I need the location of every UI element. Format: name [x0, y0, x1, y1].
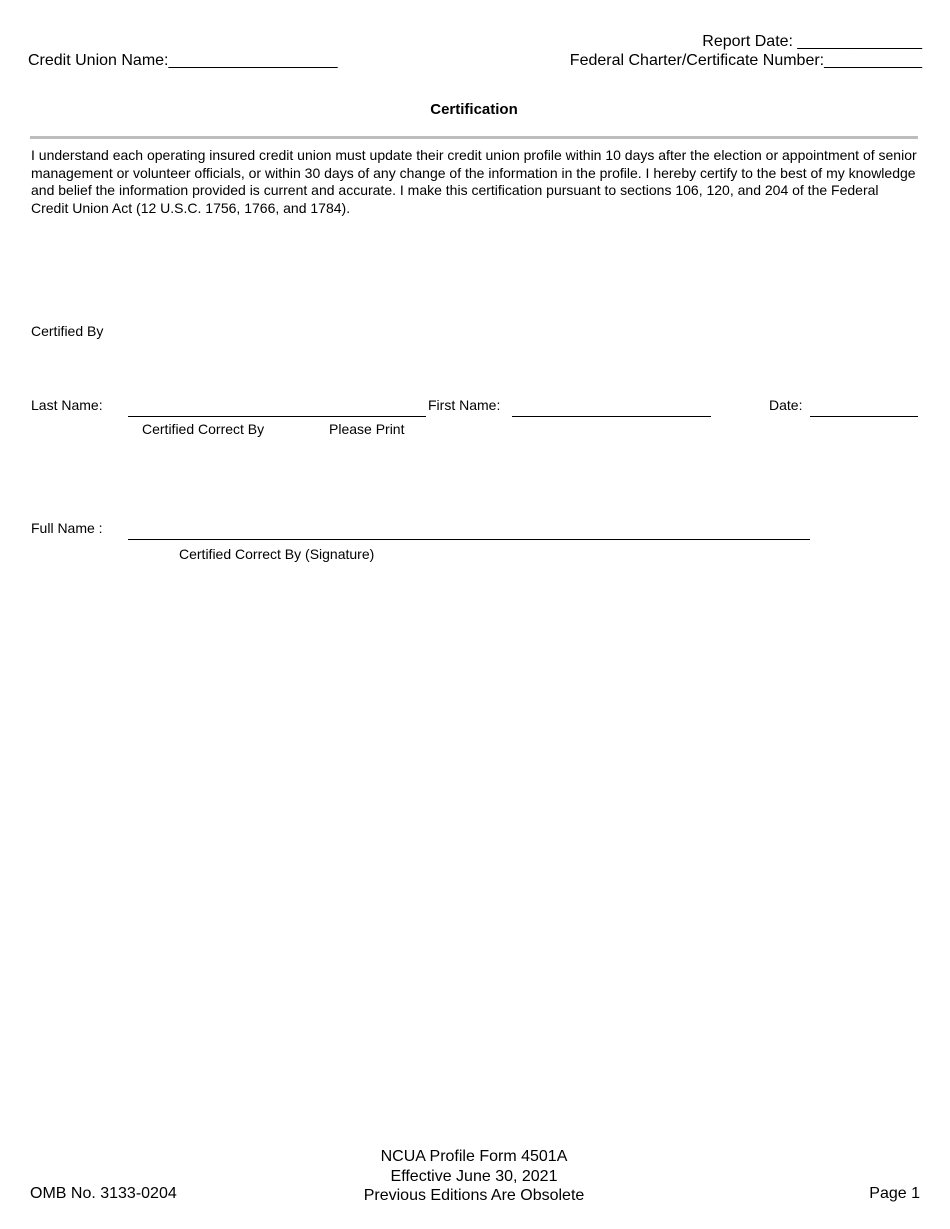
certified-correct-by-caption: Certified Correct By: [142, 421, 265, 437]
effective-date: Effective June 30, 2021: [390, 1167, 558, 1185]
date-input-line[interactable]: [810, 416, 918, 417]
full-name-label: Full Name :: [31, 520, 103, 536]
last-name-input-line[interactable]: [128, 416, 426, 417]
omb-number: OMB No. 3133-0204: [30, 1185, 177, 1202]
charter-number-field[interactable]: Federal Charter/Certificate Number:___________: [569, 52, 922, 69]
date-label: Date:: [769, 397, 803, 413]
signature-caption: Certified Correct By (Signature): [179, 546, 375, 562]
first-name-input-line[interactable]: [512, 416, 711, 417]
certification-statement: I understand each operating insured credit union must update their credit union profile within 10 days after the election or appointment of senior management or volunteer officials, or within 30 days of any change of the information in the profile. I hereby certify to the best of my knowledge and belief the information provided is current and accurate. I make this certification pursuant to sections 106, 120, and 204 of the Federal Credit Union Act (12 U.S.C. 1756, 1766, and 1784).: [31, 147, 917, 216]
obsolete-note: Previous Editions Are Obsolete: [363, 1187, 585, 1204]
last-name-label: Last Name:: [31, 397, 103, 413]
first-name-label: First Name:: [428, 397, 501, 413]
certification-title: Certification: [430, 101, 518, 118]
credit-union-name-field[interactable]: Credit Union Name:___________________: [28, 52, 338, 69]
section-divider: [30, 136, 918, 139]
report-date-field[interactable]: Report Date: ______________: [702, 33, 922, 50]
certified-by-label: Certified By: [31, 323, 104, 339]
form-name: NCUA Profile Form 4501A: [380, 1148, 568, 1165]
signature-input-line[interactable]: [128, 539, 810, 540]
page-number: Page 1: [869, 1185, 920, 1202]
please-print-caption: Please Print: [329, 421, 405, 437]
